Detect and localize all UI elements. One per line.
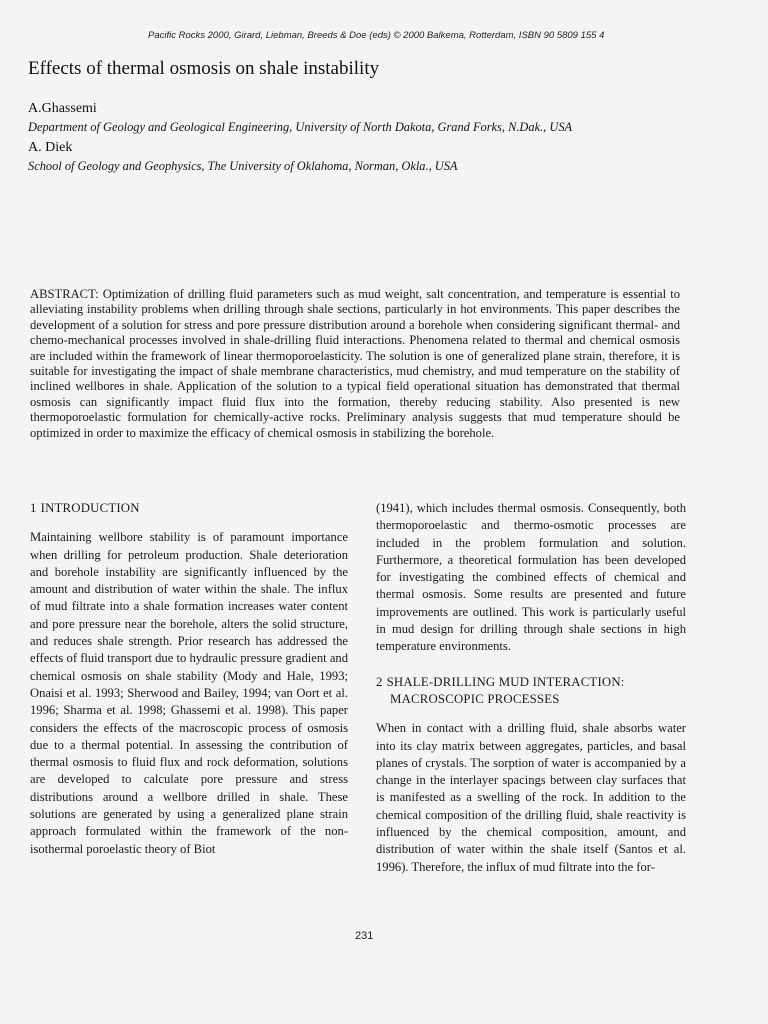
paper-title: Effects of thermal osmosis on shale instability bbox=[28, 58, 380, 79]
body-paragraph: (1941), which includes thermal osmosis. Consequently, both thermoporoelastic and thermo-osmotic processes are included in the problem formulation and solution. Furthermore, a theoretical formulation has been developed for investigating the combined effects of chemical and thermal osmosis. Some results are presented and future improvements are outlined. This work is particularly useful in mud design for drilling through shale sections in high temperature environments. bbox=[376, 501, 686, 654]
section-title-continued: MACROSCOPIC PROCESSES bbox=[390, 691, 560, 706]
section-number: 1 bbox=[30, 501, 37, 515]
author-name: A.Ghassemi bbox=[28, 101, 97, 116]
abstract: ABSTRACT: Optimization of drilling fluid parameters such as mud weight, salt concentration, and temperature is essential to alleviating instability problems when drilling through shale sections, particularly in hot environments. This paper describes the development of a solution for stress and pore pressure distribution around a borehole when considering significant thermal- and chemo-mechanical processes involved in shale-drilling fluid interactions. Phenomena related to thermal and chemical osmosis are included within the framework of linear thermoporoelasticity. The solution is one of generalized plane strain, therefore, it is suitable for investigating the impact of shale membrane characteristics, mud chemistry, and mud temperature on the stability of inclined wellbores in shale. Application of the solution to a typical field operational situation has demonstrated that thermal osmosis can significantly impact fluid flux into the formation, thereby reducing stability. Also presented is new thermoporoelastic formulation for chemically-active rocks. Preliminary analysis suggests that mud temperature should be optimized in order to maximize the efficacy of chemical osmosis in stabilizing the borehole. bbox=[30, 287, 680, 440]
body-paragraph: Maintaining wellbore stability is of paramount importance when drilling for petroleum production. Shale deterioration and borehole instability are significantly influenced by the amount and distribution of water within the shale. The influx of mud filtrate into a shale formation increases water content and pore pressure near the borehole, alters the solid structure, and reduces shale strength. Prior research has addressed the effects of fluid transport due to hydraulic pressure gradient and chemical osmosis on shale stability (Mody and Hale, 1993; Onaisi et al. 1993; Sherwood and Bailey, 1994; van Oort et al. 1996; Sharma et al. 1998; Ghassemi et al. 1998). This paper considers the effects of the macroscopic process of osmosis due to a thermal potential. In assessing the contribution of thermal osmosis to fluid flux and rock deformation, solutions are developed to calculate pore pressure and stress distributions around a wellbore drilled in shale. These solutions are generated by using a generalized plane strain approach formulated within the framework of the non-isothermal poroelastic theory of Biot bbox=[30, 530, 348, 856]
section-heading bbox=[376, 674, 686, 709]
right-column bbox=[376, 500, 686, 876]
page-number: 231 bbox=[355, 930, 374, 942]
left-column bbox=[30, 500, 348, 858]
section-title: SHALE-DRILLING MUD INTERACTION: bbox=[386, 674, 625, 689]
author-affiliation: School of Geology and Geophysics, The University of Oklahoma, Norman, Okla., USA bbox=[28, 159, 458, 173]
section-heading bbox=[30, 500, 348, 517]
section-number: 2 bbox=[376, 674, 383, 689]
running-head: Pacific Rocks 2000, Girard, Liebman, Breeds & Doe (eds) © 2000 Balkema, Rotterdam, ISBN 90 5809 155 4 bbox=[148, 30, 605, 41]
author-name: A. Diek bbox=[28, 140, 73, 155]
section-title: INTRODUCTION bbox=[40, 501, 140, 515]
body-paragraph: When in contact with a drilling fluid, shale absorbs water into its clay matrix between aggregates, particles, and basal planes of crystals. The sorption of water is accompanied by a change in the interlayer spacings between clay surfaces that is manifested as a swelling of the rock. In addition to the chemical composition of the drilling fluid, shale reactivity is influenced by the chemical composition, amount, and distribution of water within the shale itself (Santos et al. 1996). Therefore, the influx of mud filtrate into the for- bbox=[376, 721, 686, 874]
author-affiliation: Department of Geology and Geological Engineering, University of North Dakota, Grand Forks, N.Dak., USA bbox=[28, 120, 573, 134]
